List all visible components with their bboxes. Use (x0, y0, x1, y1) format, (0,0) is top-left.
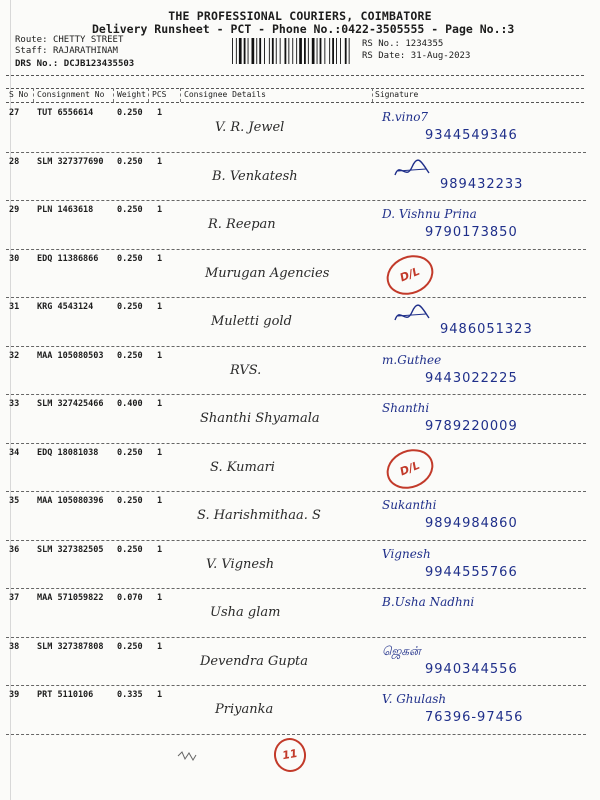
row-consignment: MAA 105080396 (37, 496, 104, 506)
signature-phone: 9789220009 (425, 419, 518, 434)
row-consignment: EDQ 11386866 (37, 253, 99, 264)
row-consignment: MAA 105080503 (37, 350, 104, 361)
barcode (232, 38, 354, 64)
consignee-name: Muletti gold (211, 314, 292, 329)
row-consignment: MAA 571059822 (37, 593, 104, 603)
table-row (0, 347, 600, 396)
signature-phone: 9344549346 (425, 128, 518, 143)
signature-text: R.vino7 (382, 110, 429, 124)
signature-text: D. Vishnu Prina (382, 207, 477, 221)
signature-phone: 989432233 (440, 176, 524, 192)
row-weight: 0.250 (117, 156, 143, 167)
row-consignment: PRT 5110106 (37, 690, 94, 700)
row-pcs: 1 (157, 350, 163, 361)
row-weight: 0.250 (117, 108, 143, 118)
col-consignee: Consignee Details (184, 90, 266, 99)
consignee-name: V. R. Jewel (215, 120, 285, 135)
row-sno: 34 (9, 447, 20, 458)
row-weight: 0.250 (117, 253, 143, 264)
signature-text: B.Usha Nadhni (382, 595, 475, 609)
drs-line (15, 59, 134, 69)
row-sno: 31 (9, 302, 20, 312)
consignee-name: RVS. (230, 362, 262, 378)
row-sno: 39 (9, 690, 20, 700)
row-consignment: SLM 327387808 (37, 641, 104, 652)
row-sno: 32 (9, 350, 20, 361)
table-row (0, 104, 600, 153)
signature-scribble (392, 159, 432, 181)
consignee-name: Priyanka (215, 702, 274, 717)
row-sno: 38 (9, 641, 20, 652)
table-row (0, 250, 600, 299)
row-sno: 29 (9, 205, 20, 215)
staff-value: RAJARATHINAM (52, 46, 118, 56)
table-row (0, 201, 600, 250)
signature-text: Sukanthi (382, 498, 437, 512)
table-row (0, 589, 600, 638)
signature-phone: 9486051323 (440, 322, 533, 337)
row-weight: 0.250 (117, 544, 143, 555)
rs-date-line (362, 51, 470, 61)
row-pcs: 1 (157, 593, 163, 603)
runsheet-subtitle: Delivery Runsheet - PCT - Phone No.:0422-3505555 - Page No.:3 (92, 22, 515, 36)
route-label: Route: (15, 35, 48, 45)
rs-date-value: 31-Aug-2023 (410, 51, 471, 61)
consignee-name: Murugan Agencies (205, 265, 330, 281)
dl-stamp: D/L (381, 442, 440, 495)
consignee-name: S. Kumari (210, 459, 275, 475)
row-consignment: KRG 4543124 (37, 302, 94, 312)
row-pcs: 1 (157, 205, 163, 215)
col-sno: S No (9, 90, 29, 99)
row-sno: 33 (9, 399, 20, 409)
rs-date-label: RS Date: (362, 51, 406, 61)
table-row (0, 444, 600, 493)
consignee-name: V. Vignesh (206, 556, 275, 572)
header-rule (6, 75, 584, 76)
col-pcs: PCS (152, 90, 167, 99)
row-sno: 27 (9, 108, 20, 118)
signature-phone: 9940344556 (425, 661, 518, 677)
consignee-name: Usha glam (210, 605, 281, 620)
column-header-bottom-rule (6, 102, 584, 103)
drs-label: DRS No.: (15, 59, 59, 69)
count-stamp: 11 (271, 735, 308, 774)
signature-text: Vignesh (382, 546, 431, 561)
consignee-name: S. Harishmithaa. S (197, 508, 321, 523)
row-consignment: SLM 327382505 (37, 544, 104, 555)
row-weight: 0.070 (117, 593, 143, 603)
col-weight: Weight (117, 90, 146, 99)
col-divider (33, 88, 34, 102)
rs-no-value: 1234355 (405, 39, 444, 49)
consignee-name: Shanthi Shyamala (200, 411, 320, 426)
company-title: THE PROFESSIONAL COURIERS, COIMBATORE (168, 9, 432, 23)
signature-phone: 9944555766 (425, 564, 518, 580)
col-signature: Signature (375, 90, 419, 99)
row-pcs: 1 (157, 399, 163, 409)
row-sno: 28 (9, 156, 20, 167)
signature-scribble (392, 304, 432, 326)
table-row (0, 298, 600, 347)
staff-line (15, 46, 118, 56)
table-row (0, 153, 600, 202)
row-pcs: 1 (157, 302, 163, 312)
row-divider (6, 734, 586, 735)
col-divider (372, 88, 373, 102)
row-weight: 0.250 (117, 641, 143, 652)
route-value: CHETTY STREET (52, 35, 124, 45)
row-pcs: 1 (157, 544, 163, 555)
signature-phone: 9443022225 (425, 370, 518, 386)
signature-phone: 9790173850 (425, 225, 518, 240)
table-row (0, 541, 600, 590)
consignee-name: R. Reepan (208, 217, 276, 232)
rs-no-line (362, 39, 443, 49)
row-weight: 0.400 (117, 399, 143, 409)
signature-text: m.Guthee (382, 352, 442, 367)
row-pcs: 1 (157, 156, 163, 167)
row-consignment: SLM 327425466 (37, 399, 104, 409)
table-row (0, 686, 600, 735)
col-divider (113, 88, 114, 102)
consignee-name: Devendra Gupta (200, 653, 308, 669)
signature-text: ஜெகன் (382, 643, 421, 658)
row-weight: 0.250 (117, 302, 143, 312)
rs-no-label: RS No.: (362, 39, 400, 49)
column-header-row (0, 88, 600, 102)
row-sno: 36 (9, 544, 20, 555)
consignee-name: B. Venkatesh (212, 168, 298, 184)
row-sno: 37 (9, 593, 20, 603)
row-weight: 0.335 (117, 690, 143, 700)
row-pcs: 1 (157, 496, 163, 506)
row-weight: 0.250 (117, 496, 143, 506)
dl-stamp: D/L (381, 248, 440, 301)
row-weight: 0.250 (117, 205, 143, 215)
signature-phone: 76396-97456 (425, 710, 524, 725)
row-pcs: 1 (157, 108, 163, 118)
row-consignment: SLM 327377690 (37, 156, 104, 167)
row-consignment: EDQ 18081038 (37, 447, 99, 458)
row-pcs: 1 (157, 253, 163, 264)
col-divider (148, 88, 149, 102)
signature-text: Shanthi (382, 401, 430, 415)
col-consignment: Consignment No (37, 90, 105, 99)
row-pcs: 1 (157, 447, 163, 458)
signature-phone: 9894984860 (425, 516, 518, 531)
table-row (0, 395, 600, 444)
col-divider (180, 88, 181, 102)
row-weight: 0.250 (117, 447, 143, 458)
table-row (0, 492, 600, 541)
row-sno: 30 (9, 253, 20, 264)
staff-label: Staff: (15, 46, 48, 56)
row-pcs: 1 (157, 690, 163, 700)
signature-text: V. Ghulash (382, 692, 447, 706)
drs-value: DCJB123435503 (63, 59, 135, 69)
row-consignment: TUT 6556614 (37, 108, 94, 118)
route-line (15, 35, 123, 45)
smudge-mark (176, 748, 198, 764)
row-sno: 35 (9, 496, 20, 506)
row-pcs: 1 (157, 641, 163, 652)
row-consignment: PLN 1463618 (37, 205, 94, 215)
row-weight: 0.250 (117, 350, 143, 361)
table-row (0, 638, 600, 687)
